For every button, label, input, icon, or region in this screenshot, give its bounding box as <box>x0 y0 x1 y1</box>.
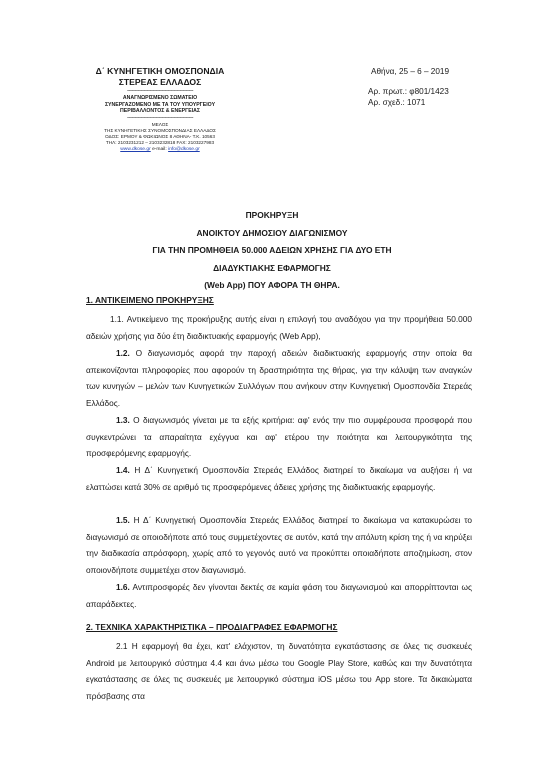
title-line2: ΑΝΟΙΚΤΟΥ ΔΗΜΟΣΙΟΥ ΔΙΑΓΩΝΙΣΜΟΥ <box>196 227 348 238</box>
paragraph-text: Ο διαγωνισμός γίνεται με τα εξής κριτήρια: αφ' ενός την πιο συμφέρουσα προσφορά που συγκεντρώνει τα απαραίτητα εχέγγυα και αφ' ετέρου την ποιότητα και λειτουργικότητα της προσφερόμενης εφαρμογής. <box>86 415 472 459</box>
protocol-number: Αρ. πρωτ.: φ801/1423 <box>368 87 449 96</box>
title-line3: ΓΙΑ ΤΗΝ ΠΡΟΜΗΘΕΙΑ 50.000 ΑΔΕΙΩΝ ΧΡΗΣΗΣ ΓΙΑ ΔΥΟ ΕΤΗ <box>152 245 392 256</box>
draft-number: Αρ. σχεδ.: 1071 <box>368 98 426 107</box>
title-line4: ΔΙΑΔΥΚΤΙΑΚΗΣ ΕΦΑΡΜΟΓΗΣ <box>213 262 331 273</box>
org-name-line2: ΣΤΕΡΕΑΣ ΕΛΛΑΔΟΣ <box>118 77 202 87</box>
letterhead-rule: -------------------------------------------- <box>127 88 193 94</box>
member-line2: ΤΗΣ ΚΥΝΗΓΕΤΙΚΗΣ ΣΥΝΟΜΟΣΠΟΝΔΙΑΣ ΕΛΛΑΔΟΣ <box>104 127 216 133</box>
document-date: Αθήνα, 25 – 6 – 2019 <box>371 67 450 76</box>
letterhead <box>60 66 260 153</box>
paragraph-1-4 <box>86 462 472 495</box>
paragraph-text: Αντικείμενο της προκήρυξης αυτής είναι η επιλογή του αναδόχου για την προμήθεια 50.000 αδειών χρήσης για δύο έτη διαδικτυακής εφαρμογής (Web App), <box>86 314 472 341</box>
title-line1: ΠΡΟΚΗΡΥΞΗ <box>245 210 299 220</box>
paragraph-text: Αντιπροσφορές δεν γίνονται δεκτές σε καμία φάση του διαγωνισμού και απορρίπτονται ως απαράδεκτες. <box>86 582 472 609</box>
paragraph-number: 1.2. <box>116 348 130 358</box>
paragraph-1-6 <box>86 579 472 612</box>
paragraph-number: 1.5. <box>116 515 130 525</box>
paragraph-number: 1.3. <box>116 415 130 425</box>
org-desc-line3: ΠΕΡΙΒΑΛΛΟΝΤΟΣ & ΕΝΕΡΓΕΙΑΣ <box>119 108 201 115</box>
paragraph-text: Η Δ΄ Κυνηγετική Ομοσπονδία Στερεάς Ελλάδος διατηρεί το δικαίωμα να αυξήσει ή να ελαττώσει κατά 30% σε αριθμό τις προσφερόμενες άδειες χρήσης της διαδικτυακής εφαρμογής. <box>86 465 472 492</box>
section1-heading: 1. ΑΝΤΙΚΕΙΜΕΝΟ ΠΡΟΚΗΡΥΞΗΣ <box>86 295 214 305</box>
paragraph-1-1 <box>86 311 472 344</box>
web-contact-line <box>60 147 260 153</box>
paragraph-text: Η εφαρμογή θα έχει, κατ' ελάχιστον, τη δυνατότητα εγκατάστασης σε όλες τις συσκευές Android με λειτουργικό σύστημα 4.4 και άνω μέσω του Google Play Store, καθώς και την δυνατότητα εγκατάστασης σε όλες τις συσκευές με λειτουργικό σύστημα iOS μέσω του App store. Τα δικαιώματα πρόσβασης στα <box>86 641 472 702</box>
title-line5: (Web App) ΠΟΥ ΑΦΟΡΑ ΤΗ ΘΗΡΑ. <box>204 280 340 291</box>
paragraph-1-2 <box>86 345 472 412</box>
address-line: ΟΔΟΣ: ΕΡΜΟΥ & ΦΩΚΙΩΝΟΣ 8 ΑΘΗΝΑ- Τ.Κ. 10563 <box>105 134 215 140</box>
paragraph-number: 1.1. <box>110 314 124 324</box>
paragraph-number: 2.1 <box>116 641 128 651</box>
member-line1: ΜΕΛΟΣ <box>151 121 169 127</box>
org-name-line1: Δ΄ ΚΥΝΗΓΕΤΙΚΗ ΟΜΟΣΠΟΝΔΙΑ <box>95 66 225 76</box>
org-desc-line1: ΑΝΑΓΝΩΡΙΣΜΕΝΟ ΣΩΜΑΤΕΙΟ <box>122 95 198 101</box>
paragraph-1-5 <box>86 512 472 579</box>
document-meta <box>364 66 504 108</box>
website-link[interactable]: www.dkose.gr <box>120 146 151 152</box>
section2-heading: 2. ΤΕΧΝΙΚΑ ΧΑΡΑΚΤΗΡΙΣΤΙΚΑ – ΠΡΟΔΙΑΓΡΑΦΕΣ ΕΦΑΡΜΟΓΗΣ <box>86 622 338 632</box>
document-title <box>60 207 484 295</box>
paragraph-number: 1.6. <box>116 582 130 592</box>
email-link[interactable]: info@dkose.gr <box>168 146 200 152</box>
paragraph-2-1 <box>86 638 472 705</box>
org-desc-line2: ΣΥΝΕΡΓΑΖΟΜΕΝΟ ΜΕ ΤΑ ΤΟΥ ΥΠΟΥΡΓΕΙΟΥ <box>104 101 216 108</box>
paragraph-text: Η Δ΄ Κυνηγετική Ομοσπονδία Στερεάς Ελλάδος διατηρεί το δικαίωμα να κατακυρώσει το διαγωνισμό σε οποιοδήποτε από τους συμμετέχοντες σε αυτόν, κατά την απόλυτη κρίση της ή να κηρύξει την διαδικασία απρόσφορη, χωρίς από το γεγονός αυτό να προκύπτει οποιαδήποτε αποζημίωση, στον οποιονδήποτε συμμετέχει στον διαγωνισμό. <box>86 515 472 576</box>
paragraph-number: 1.4. <box>116 465 130 475</box>
letterhead-rule: -------------------------------------------- <box>127 114 193 121</box>
phones-line: ΤΗΛ: 2103231212 – 2103232818 FAX: 2103227983 <box>105 140 215 146</box>
paragraph-1-3 <box>86 412 472 462</box>
email-label: e-mail: <box>150 146 169 152</box>
paragraph-text: Ο διαγωνισμός αφορά την παροχή αδειών διαδικτυακής εφαρμογής στην οποία θα απεικονίζονται πληροφορίες που αφορούν τη δραστηριότητα της θήρας, για την κάλυψη των αναγκών των κυνηγών – μελών των Κυνηγετικών Συλλόγων που ανήκουν στην Κυνηγετική Ομοσπονδία Στερεάς Ελλάδος. <box>86 348 472 409</box>
